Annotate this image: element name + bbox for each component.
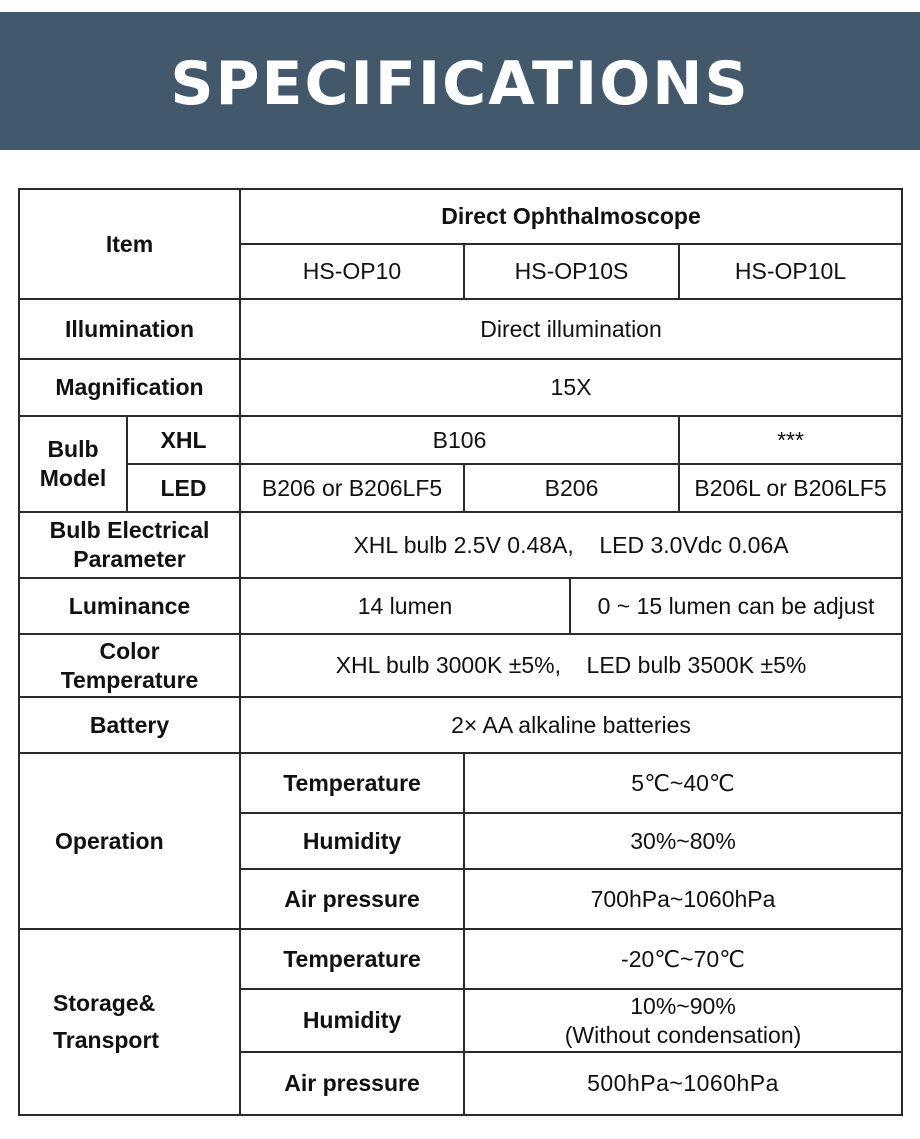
bulb-model-label-line2: Model [39,465,107,491]
operation-temperature-label: Temperature [240,753,464,813]
storage-temperature-value: -20℃~70℃ [464,929,902,989]
bulb-led-value-op10s: B206 [464,464,679,512]
color-temperature-value: XHL bulb 3000K ±5%, LED bulb 3500K ±5% [240,634,902,697]
color-temperature-label [19,634,240,697]
operation-temperature-value: 5℃~40℃ [464,753,902,813]
bulb-electrical-label-line2: Parameter [73,546,186,572]
bulb-led-value-op10: B206 or B206LF5 [240,464,464,512]
bulb-electrical-value: XHL bulb 2.5V 0.48A, LED 3.0Vdc 0.06A [240,512,902,578]
magnification-row [19,359,902,416]
operation-temperature-row [19,753,902,813]
bulb-model-label-line1: Bulb [47,436,99,462]
illumination-row [19,299,902,359]
operation-air-pressure-label: Air pressure [240,869,464,929]
luminance-value-a: 14 lumen [240,578,570,634]
operation-humidity-label: Humidity [240,813,464,869]
bulb-led-row [19,464,902,512]
storage-humidity-value-line1: 10%~90% [630,992,736,1019]
storage-label-line1: Storage& [53,990,156,1016]
model-hs-op10l: HS-OP10L [679,244,902,299]
operation-air-pressure-value: 700hPa~1060hPa [464,869,902,929]
luminance-value-b: 0 ~ 15 lumen can be adjust [570,578,902,634]
bulb-electrical-label-line1: Bulb Electrical [49,517,210,543]
model-hs-op10: HS-OP10 [240,244,464,299]
storage-air-pressure-label: Air pressure [240,1052,464,1115]
illumination-label: Illumination [19,299,240,359]
color-temperature-label-line1: Color [99,637,160,664]
bulb-led-value-op10l: B206L or B206LF5 [679,464,902,512]
battery-row [19,697,902,753]
magnification-value: 15X [240,359,902,416]
page-title: SPECIFICATIONS [170,49,750,119]
operation-label-text: Operation [55,753,168,929]
color-temperature-row [19,634,902,697]
bulb-electrical-label [19,512,240,578]
illumination-value: Direct illumination [240,299,902,359]
bulb-model-label [19,416,127,512]
bulb-xhl-label: XHL [127,416,240,464]
storage-label-line2: Transport [53,1027,160,1053]
storage-humidity-value [464,989,902,1052]
operation-humidity-value: 30%~80% [464,813,902,869]
luminance-row [19,578,902,634]
storage-temperature-row [19,929,902,989]
color-temperature-label-line2: Temperature [60,666,199,693]
product-header: Direct Ophthalmoscope [240,189,902,244]
header-row [19,189,902,244]
bulb-led-label: LED [127,464,240,512]
luminance-label: Luminance [19,578,240,634]
specifications-table [18,188,903,1116]
storage-temperature-label: Temperature [240,929,464,989]
battery-label: Battery [19,697,240,753]
magnification-label: Magnification [19,359,240,416]
bulb-xhl-row [19,416,902,464]
storage-label-text [53,929,166,1115]
bulb-xhl-value-l: *** [679,416,902,464]
storage-humidity-label: Humidity [240,989,464,1052]
bulb-electrical-row [19,512,902,578]
bulb-xhl-value: B106 [240,416,679,464]
specifications-banner [0,12,920,150]
storage-humidity-value-line2: (Without condensation) [564,1021,802,1048]
battery-value: 2× AA alkaline batteries [240,697,902,753]
model-hs-op10s: HS-OP10S [464,244,679,299]
item-header: Item [19,189,240,299]
storage-air-pressure-value: 500hPa~1060hPa [464,1052,902,1115]
